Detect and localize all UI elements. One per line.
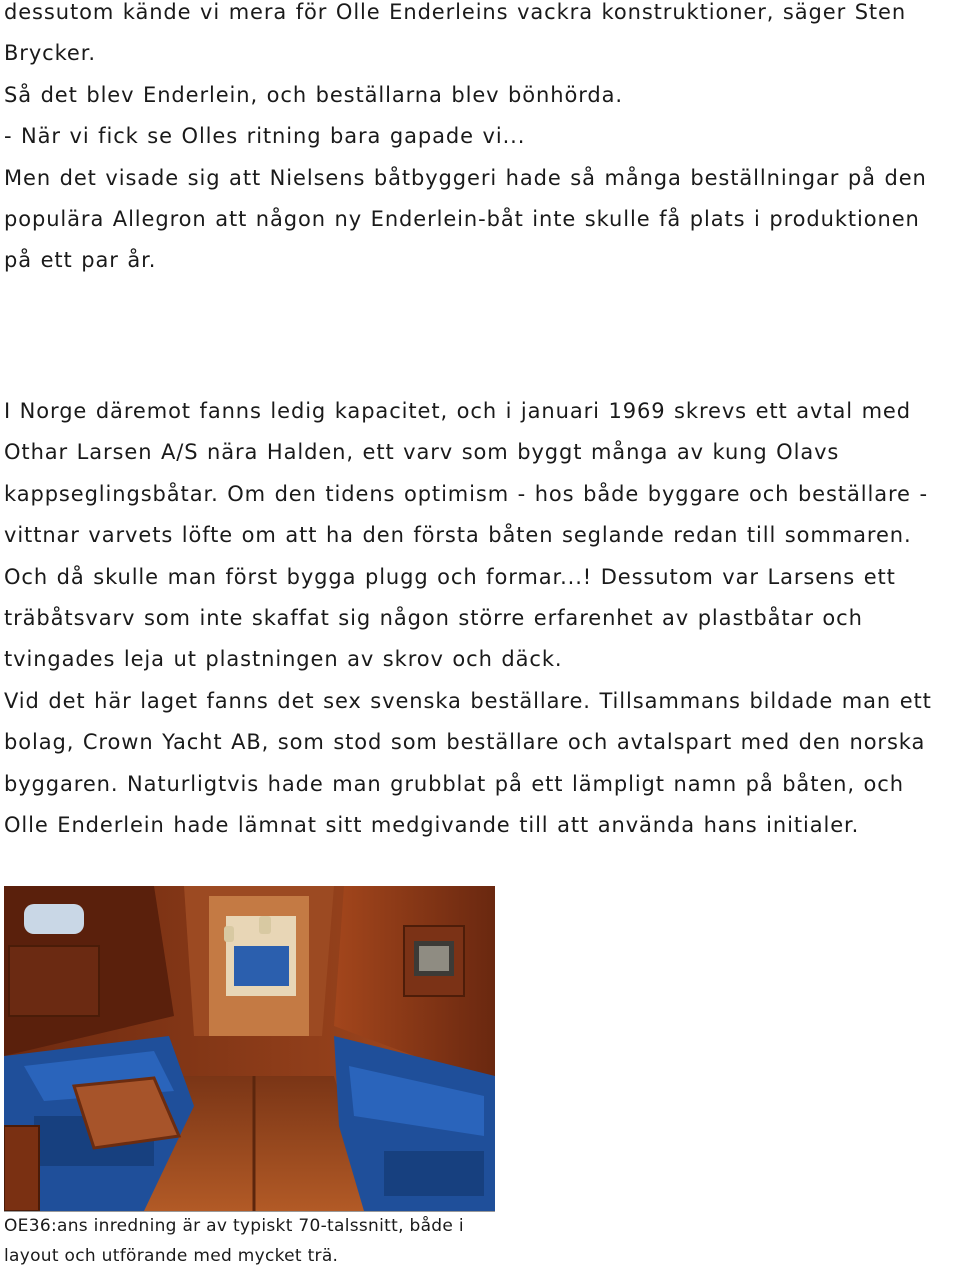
text-line: Olle Enderlein hade lämnat sitt medgivande till att använda hans initialer. — [4, 812, 860, 837]
text-line: Och då skulle man först bygga plugg och formar...! Dessutom var Larsens ett — [4, 564, 896, 589]
text-line: Men det visade sig att Nielsens båtbyggeri hade så många beställningar på den — [4, 165, 927, 190]
text-line: kappseglingsbåtar. Om den tidens optimism - hos både byggare och beställare - — [4, 481, 928, 506]
photo-caption — [4, 1211, 464, 1271]
text-line: I Norge däremot fanns ledig kapacitet, och i januari 1969 skrevs ett avtal med — [4, 399, 911, 423]
text-line: tvingades leja ut plastningen av skrov och däck. — [4, 647, 563, 672]
caption-line: OE36:ans inredning är av typiskt 70-talssnitt, både i — [4, 1216, 464, 1236]
text-line: Vid det här laget fanns det sex svenska beställare. Tillsammans bildade man ett — [4, 688, 932, 713]
text-line: Så det blev Enderlein, och beställarna blev bönhörda. — [4, 82, 623, 107]
text-line: dessutom kände vi mera för Olle Enderleins vackra konstruktioner, säger Sten — [4, 0, 907, 24]
text-line: bolag, Crown Yacht AB, som stod som beställare och avtalspart med den norska — [4, 730, 926, 755]
text-line: byggaren. Naturligtvis hade man grubblat på ett lämpligt namn på båten, och — [4, 771, 904, 796]
text-line: träbåtsvarv som inte skaffat sig någon större erfarenhet av plastbåtar och — [4, 605, 863, 630]
text-line: på ett par år. — [4, 248, 157, 273]
caption-line: layout och utförande med mycket trä. — [4, 1246, 339, 1266]
boat-interior-photo — [4, 886, 495, 1211]
text-line: - När vi fick se Olles ritning bara gapade vi... — [4, 124, 526, 149]
body-paragraph-1 — [4, 0, 927, 282]
text-line: populära Allegron att någon ny Enderlein-båt inte skulle få plats i produktionen — [4, 206, 920, 231]
text-line: vittnar varvets löfte om att ha den första båten seglande redan till sommaren. — [4, 523, 912, 548]
text-line: Brycker. — [4, 41, 96, 66]
body-paragraph-2 — [4, 391, 932, 846]
text-line: Othar Larsen A/S nära Halden, ett varv som byggt många av kung Olavs — [4, 440, 840, 465]
